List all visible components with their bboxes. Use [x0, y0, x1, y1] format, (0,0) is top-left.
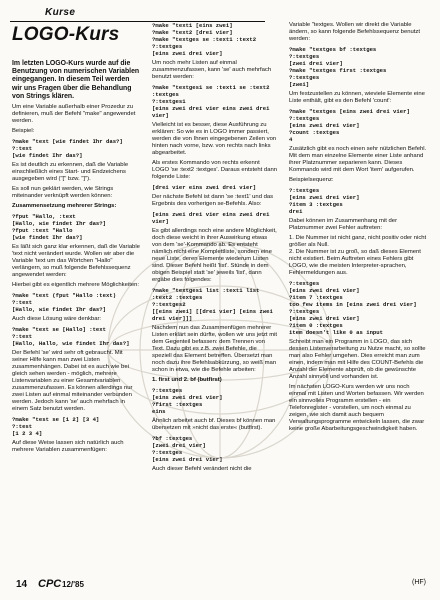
- code-block: [eins zwei drei vier eins zwei drei vier]: [152, 211, 273, 225]
- code-block: ?:textges [eins zwei drei vier] ?item 3 :textges drei: [289, 187, 360, 215]
- paragraph: Schreibt man ein Programm in LOGO, das sich dessen Listenverarbeitung zu Nutze macht, so sollte man also Fehler umgehen. Dies erreicht man zum einen, indem man mit Hilfe des COUNT-Befehls die Anzahl der Elemente abprüft, ob die gewünschte Anzahl sinnvoll und vorhanden ist.: [289, 339, 428, 380]
- code-block: ?make "text se [Hallo] :text ?:text [Hallo, Hallo, wie findet Ihr das?]: [12, 326, 130, 348]
- column-3: [289, 22, 427, 436]
- paragraph: Hierbei gibt es eigentlich mehrere Möglichkeiten:: [12, 282, 140, 289]
- author-signature: (HF): [412, 579, 426, 586]
- paragraph: Als erstes Kommando von rechts erkennt LOGO 'se :text2 :textges'. Daraus entsteht dann folgende Liste:: [152, 160, 279, 180]
- page-number: 14: [16, 579, 28, 590]
- code-block: [drei vier eins zwei drei vier]: [152, 184, 257, 191]
- paragraph: Vielleicht ist es besser, diese Ausführung zu erklären: So wie es in LOGO immer passiert, werden die von Ihnen eingegebenen Zeilen von hinten nach vorne, bzw. von rechts nach links abgearbeitet.: [152, 122, 278, 156]
- paragraph: Auf diese Weise lassen sich natürlich auch mehrere Variablen zusammenfügen:: [12, 440, 126, 454]
- paragraph: Der Befehl 'se' wird sehr oft gebraucht. Mit seiner Hilfe kann man zwei Listen zusammenhängen. Dabei ist es auch wie bei gleich sehen werden - möglich, mehrere Listenvariablen zu einer Gesamtvariablen zusammenzufassen. Es können allerdings nur zwei Listen auf einmal miteinander verbunden werden. Jedoch kann 'se' auch mehrfach in einem Satz benutzt werden.: [12, 350, 135, 413]
- paragraph: Um festzustellen zu können, wieviele Elemente eine Liste enthält, gibt es den Befehl 'count':: [289, 91, 427, 104]
- subheading: Zusammensetzung mehrerer Strings:: [12, 203, 117, 210]
- paragraph: Nachdem nun das Zusammenfügen mehrerer Listen erklärt sein dürfte, wollen wir uns jetzt mit dem Gegenteil befassen: dem Trennen von Text. Dazu gibt es z.B. zwei Befehle, die speziell das Element betreffen. Übersetzt man noch dazu ihre Befehlsabkürzung, so weiß man schon in etwa, wie die Befehle arbeiten:: [152, 325, 279, 373]
- paragraph: Der nächste Befehl ist dann 'se :text1' und das Ergebnis des vorherigen se-Befehls. Also:: [152, 194, 275, 207]
- code-block: ?make "text [wie findet Ihr das?] ?:text [wie findet Ihr das?]: [12, 138, 123, 160]
- column-1: [12, 60, 140, 457]
- paragraph: Variable "textges. Wollen wir direkt die Variable ändern, so kann folgende Befehlssequenz benutzt werden:: [289, 22, 422, 42]
- code-block: ?fput "Hallo, :text [Hallo, wie findet Ihr das?] ?fput :text "Hallo [wie findet Ihr das?]: [12, 213, 106, 242]
- paragraph: Beispiel:: [12, 128, 35, 135]
- code-block: ?:textges [eins zwei drei vier] ?item 7 :textges too few items in [eins zwei drei vier] ?:textges [eins zwei drei vier] ?item 0 :textges item doesn't like 0 as input: [289, 280, 417, 336]
- paragraph: Auch diese Lösung wäre denkbar:: [12, 316, 102, 323]
- issue-number: 12/'85: [62, 580, 84, 589]
- paragraph: Um eine Variable außerhalb einer Prozedur zu definieren, muß der Befehl "make" angewendet werden.: [12, 104, 138, 125]
- section-kicker: Kurse: [45, 7, 76, 18]
- code-block: ?make "text (fput "Hallo :text) ?:text [Hallo, wie findet Ihr das?]: [12, 292, 117, 314]
- code-block: ?:textges [eins zwei drei vier] ?first :textges eins: [152, 387, 223, 415]
- article-title: LOGO-Kurs: [12, 24, 120, 45]
- code-block: ?make "test se [1 2] [3 4] ?:test [1 2 3 4]: [12, 416, 100, 438]
- paragraph: Es läßt sich ganz klar erkennen, daß die Variable 'text nicht verändert wurde. Wollen wir aber die Variable 'text um das Wörtchen "Hallo" verlängern, so muß folgende Befehlssequenz angewendet werden:: [12, 244, 142, 279]
- paragraph: Es ist deutlich zu erkennen, daß die Variable einschließlich eines Start- und Endzeichens ausgegeben wird ("[" bzw. "]").: [12, 162, 130, 183]
- code-block: ?bf :textges [zwei drei vier] ?:textges [eins zwei drei vier]: [152, 435, 223, 463]
- paragraph: Es gibt allerdings noch eine andere Möglichkeit, doch diese weicht in ihrer Auswirkung etwas von dem 'se'-Kommando ab. Es entsteht nämlich nicht eine Komplettliste, sondern eine neue Liste, deren Elemente wiederum Listen sind. Dieser Befehl heißt 'list'. Stünde in dem obigen Beispiel statt 'se' jeweils 'list', dann ergäbe dies folgendes:: [152, 228, 279, 283]
- paragraph: Um noch mehr Listen auf einmal zusammenzufassen, kann 'se' auch mehrfach benutzt werden:: [152, 60, 273, 80]
- magazine-name: CPC: [38, 578, 62, 590]
- paragraph: Es soll nun geklärt werden, wie Strings miteinander verknüpft werden können:: [12, 186, 115, 200]
- code-block: ?make "textges1 list :text1 list :text2 :textges ?:textges2 [[eins zwei] [[drei vier] [eins zwei drei vier]]]: [152, 287, 273, 322]
- code-block: ?make "textges bf :textges ?:textges [zwei drei vier] ?make "textges first :textges ?:textges [zwei]: [289, 46, 387, 88]
- lead-paragraph: Im letzten LOGO-Kurs wurde auf die Benutzung von numerischen Variablen eingegangen. In diesem Teil werden wir uns Fragen über die Behandlung von Strings klären.: [12, 60, 142, 100]
- paragraph: Beispielsequenz:: [289, 177, 334, 183]
- code-block: ?make "textges1 se :text1 se :text2 :textges ?:textges1 [eins zwei drei vier eins zwei drei vier]: [152, 84, 270, 119]
- page-footer: [16, 579, 426, 593]
- paragraph: Auch dieser Befehl verändert nicht die: [152, 466, 252, 472]
- paragraph: Ähnlich arbeitet auch bf. Dieses bf können man übersetzen mit »nicht das erste« (butfirst).: [152, 418, 278, 431]
- paragraph: Dabei können im Zusammenhang mit der Platznummer zwei Fehler auftreten:: [289, 218, 399, 231]
- code-block: ?make "text1 [eins zwei] ?make "text2 [drei vier] ?make "textges se :text1 :text2 ?:textges [eins zwei drei vier]: [152, 22, 257, 57]
- paragraph: Im nächsten LOGO-Kurs werden wir uns noch einmal mit Listen und Worten befassen. Wir werden ein sinnvolles Programm erstellen - ein Telefonregister - vorstellen, um noch einmal zu zeigen, wie sich damit auch bequem Verwaltungsprogramme entwickeln lassen, die zwar keine große Abarbeitungsgeschwindigkeit haben.: [289, 384, 426, 432]
- section-header: [10, 7, 265, 22]
- subheading: 1. first und 2. bf (butfirst): [152, 377, 222, 383]
- paragraph: 1. Die Nummer ist nicht ganz, nicht positiv oder nicht größer als Null. 2. Die Nummer ist zu groß, so daß dieses Element nicht existiert. Beim Auftreten eines Fehlers gibt LOGO, wie die meisten Interpreter-sprachen, Fehlermeldungen aus.: [289, 235, 427, 276]
- column-2: [152, 22, 278, 476]
- code-block: ?make "textges [eins zwei drei vier] ?:textges [eins zwei drei vier] ?count :textges 4: [289, 108, 410, 143]
- paragraph: Zusätzlich gibt es noch einen sehr nützlichen Befehl. Mit dem man einzelne Elemente einer Liste anhand ihrer Platznummer separieren kann. Dieses Kommando wird mit dem Wort 'item' aufgerufen.: [289, 146, 428, 173]
